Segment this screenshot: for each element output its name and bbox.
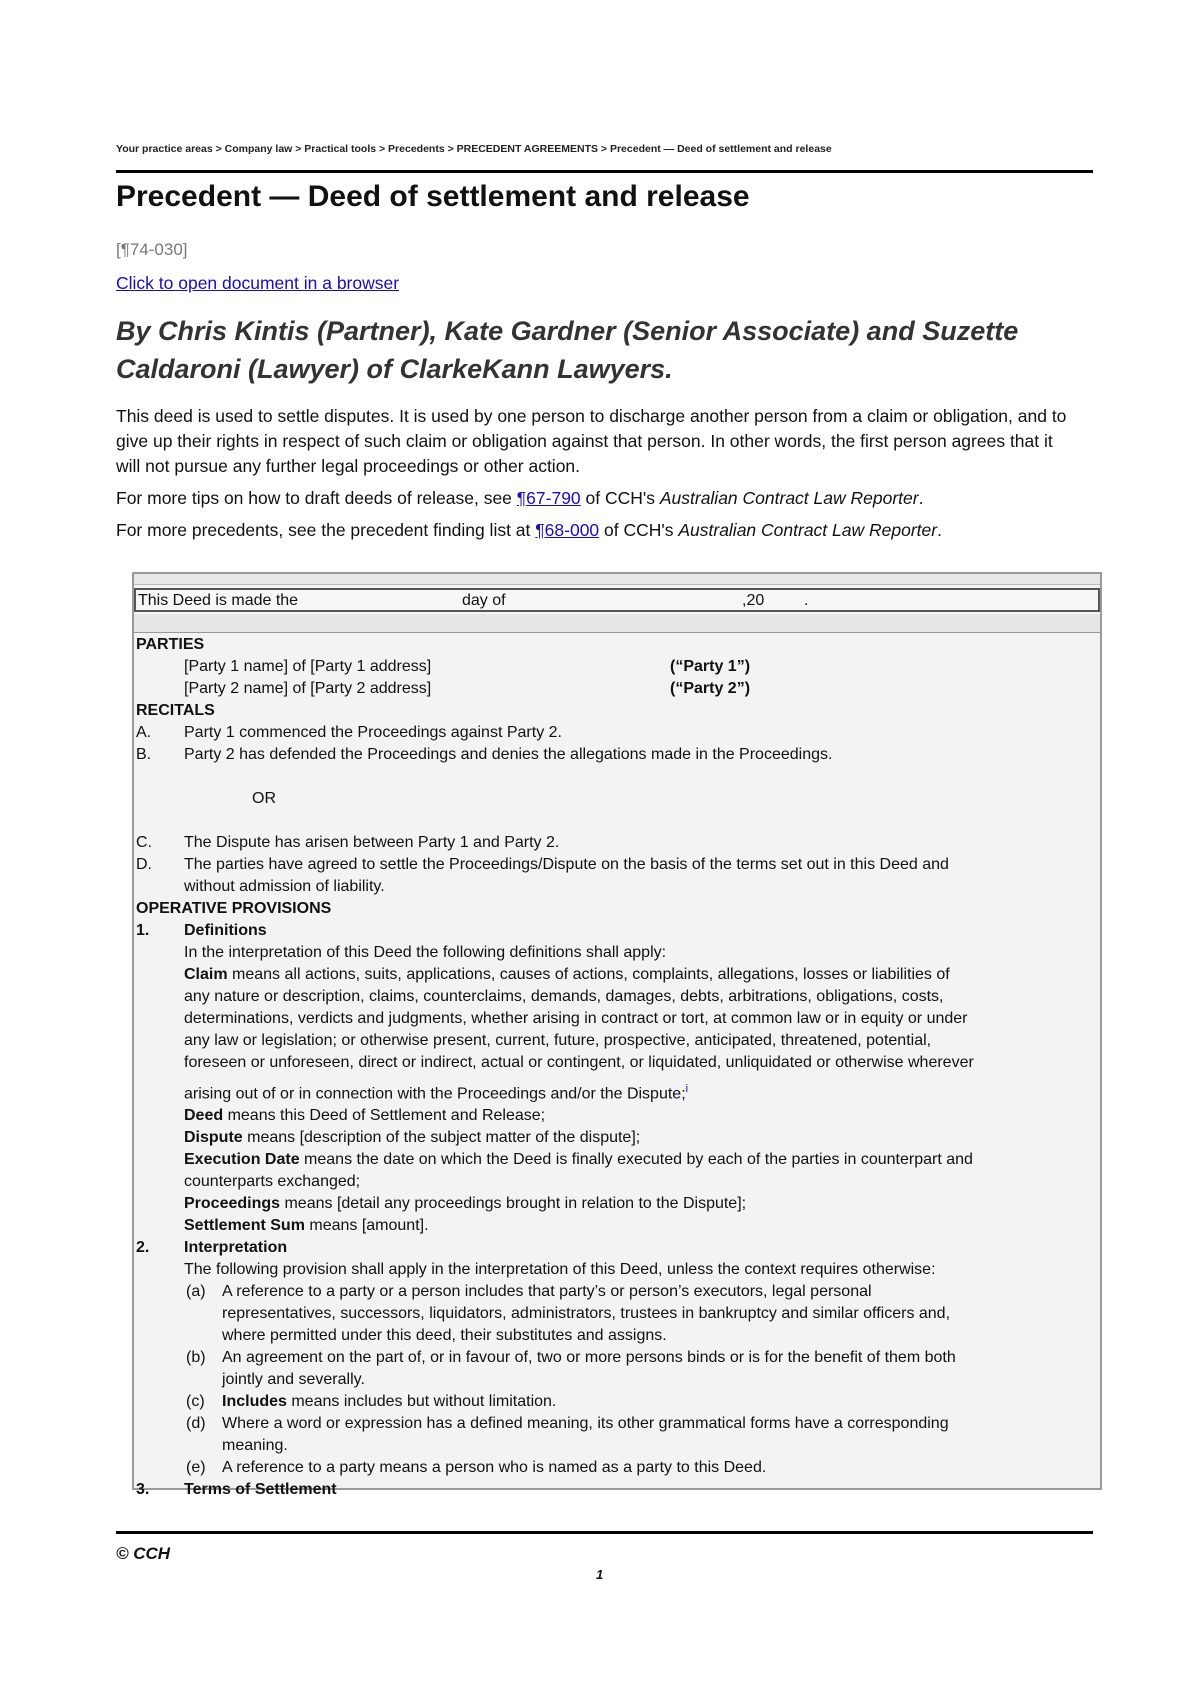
interpretation-c: (c) Includes means includes but without limitation. [186, 1393, 557, 1411]
deed-form [132, 572, 1102, 1499]
recital-d: D. The parties have agreed to settle the Proceedings/Dispute on the basis of the terms set out in this Deed and [136, 856, 949, 873]
interpretation-intro: The following provision shall apply in the interpretation of this Deed, unless the context requires otherwise: [184, 1261, 936, 1279]
precedents-paragraph: For more precedents, see the precedent finding list at ¶68-000 of CCH's Australian Contract Law Reporter. [116, 520, 942, 540]
party-1-row: [Party 1 name] of [Party 1 address] (“Party 1”) [184, 658, 751, 675]
page-number: 1 [596, 1567, 604, 1582]
section-2-heading: 2. Interpretation [136, 1239, 288, 1257]
interpretation-d: (d) Where a word or expression has a defined meaning, its other grammatical forms have a corresponding meaning. [186, 1415, 949, 1455]
interpretation-b: (b) An agreement on the part of, or in favour of, two or more persons binds or is for the benefit of them both jointly and severally. [186, 1349, 956, 1389]
operative-heading: OPERATIVE PROVISIONS [136, 900, 332, 917]
settlement-sum-definition: Settlement Sum means [amount]. [184, 1217, 429, 1235]
claim-definition-line: arising out of or in connection with the Proceedings and/or the Dispute;$^i$ [184, 1083, 689, 1103]
definitions-intro: In the interpretation of this Deed the following definitions shall apply: [184, 944, 667, 961]
deed-body [136, 634, 1098, 1501]
recital-b: B. Party 2 has defended the Proceedings and denies the allegations made in the Proceedings. [136, 746, 833, 763]
header-divider [116, 170, 1093, 173]
page-title: Precedent — Deed of settlement and release [116, 180, 750, 213]
link-68-000[interactable]: ¶68-000 [535, 520, 600, 540]
year-label: ,20 [742, 592, 765, 609]
recitals-heading: RECITALS [136, 702, 215, 719]
recital-d-cont: without admission of liability. [184, 878, 385, 895]
or-separator: OR [252, 790, 276, 807]
intro-paragraph: This deed is used to settle disputes. It is used by one person to discharge another person from a claim or obligation, and to give up their rights in respect of such claim or obligation against that person. In other words, the first person agrees that it will not pursue any further legal proceedings or other action. [116, 406, 1067, 476]
section-1-heading: 1. Definitions [136, 922, 267, 939]
footer-divider [116, 1531, 1093, 1534]
dispute-definition: Dispute means [description of the subject matter of the dispute]; [184, 1129, 641, 1147]
proceedings-definition: Proceedings means [detail any proceedings brought in relation to the Dispute]; [184, 1195, 747, 1213]
footnote-marker[interactable]: i [685, 1083, 689, 1095]
intro-text [116, 404, 1076, 550]
day-of-label: day of [462, 592, 506, 609]
claim-definition-line: any nature or description, claims, counterclaims, demands, damages, debts, arbitrations, obligations, costs, [184, 988, 944, 1005]
claim-definition-line: determinations, verdicts and judgments, whether arising in contract or tort, at common law or in equity or under [184, 1010, 968, 1027]
open-in-browser-link[interactable]: Click to open document in a browser [116, 273, 400, 293]
made-label: This Deed is made the [138, 592, 299, 609]
form-mid-strip [134, 614, 1100, 633]
interpretation-a: (a) A reference to a party or a person includes that party’s or person’s executors, legal personal representatives, successors, liquidators, administrators, trustees in bankruptcy and similar officers and, where permitted under this deed, their substitutes and assigns. [186, 1283, 951, 1345]
claim-definition-line: foreseen or unforeseen, direct or indirect, actual or contingent, or liquidated, unliquidated or otherwise wherever [184, 1054, 974, 1071]
section-3-heading: 3. Terms of Settlement [136, 1481, 337, 1499]
deed-definition: Deed means this Deed of Settlement and Release; [184, 1107, 546, 1125]
recital-a: A. Party 1 commenced the Proceedings against Party 2. [136, 724, 562, 741]
authors-heading: By Chris Kintis (Partner), Kate Gardner (Senior Associate) and Suzette Caldaroni (Lawyer) of ClarkeKann Lawyers. [116, 316, 1019, 384]
link-67-790[interactable]: ¶67-790 [516, 488, 581, 508]
tips-paragraph: For more tips on how to draft deeds of release, see ¶67-790 of CCH's Australian Contract Law Reporter. [116, 488, 924, 508]
interpretation-e: (e) A reference to a party means a person who is named as a party to this Deed. [186, 1459, 767, 1477]
execution-date-definition-cont: counterparts exchanged; [184, 1173, 361, 1191]
breadcrumb[interactable]: Your practice areas > Company law > Practical tools > Precedents > PRECEDENT AGREEMENTS > Precedent — Deed of settlement and release [116, 143, 832, 155]
paragraph-reference: [¶74-030] [116, 240, 188, 259]
form-top-strip [134, 574, 1100, 585]
execution-date-definition: Execution Date means the date on which the Deed is finally executed by each of the parties in counterpart and [184, 1151, 973, 1169]
copyright: © CCH [116, 1544, 171, 1563]
claim-definition: Claim means all actions, suits, applications, causes of actions, complaints, allegations, losses or liabilities of [184, 966, 950, 983]
claim-definition-line: any law or legislation; or otherwise present, current, future, prospective, anticipated, threatened, potential, [184, 1032, 932, 1049]
deed-date-row [134, 588, 1100, 612]
period: . [804, 592, 809, 609]
parties-heading: PARTIES [136, 636, 205, 653]
recital-c: C. The Dispute has arisen between Party 1 and Party 2. [136, 834, 560, 851]
party-2-row: [Party 2 name] of [Party 2 address] (“Party 2”) [184, 680, 751, 697]
